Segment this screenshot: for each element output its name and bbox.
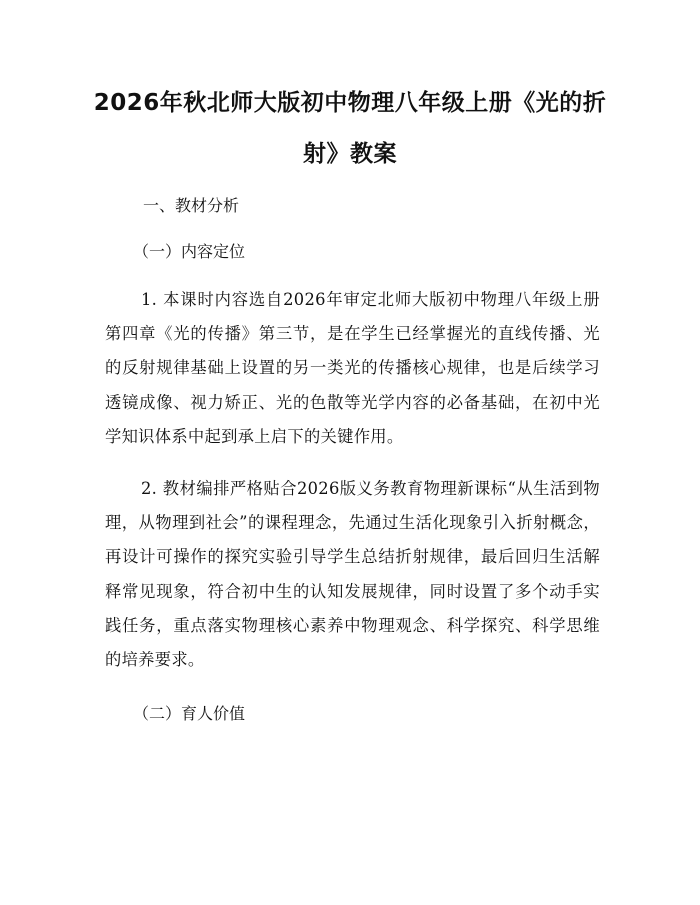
subsection-heading-educational-value: （二）育人价值 <box>133 704 246 723</box>
document-title: 2026年秋北师大版初中物理八年级上册《光的折射》教案 <box>93 90 607 167</box>
subsection-heading-content-positioning: （一）内容定位 <box>133 242 246 261</box>
section-heading-textbook-analysis: 一、教材分析 <box>143 196 240 215</box>
paragraph-content-positioning-2: 2. 教材编排严格贴合2026版义务教育物理新课标“从生活到物理，从物理到社会”的课程理念，先通过生活化现象引入折射概念，再设计可操作的探究实验引导学生总结折射规律，最后回归生活解释常见现象，符合初中生的认知发展规律，同时设置了多个动手实践任务，重点落实物理核心素养中物理观念、科学探究、科学思维的培养要求。 <box>105 479 600 670</box>
paragraph-content-positioning-1: 1. 本课时内容选自2026年审定北师大版初中物理八年级上册第四章《光的传播》第三节，是在学生已经掌握光的直线传播、光的反射规律基础上设置的另一类光的传播核心规律，也是后续学习透镜成像、视力矫正、光的色散等光学内容的必备基础，在初中光学知识体系中起到承上启下的关键作用。 <box>105 290 600 446</box>
